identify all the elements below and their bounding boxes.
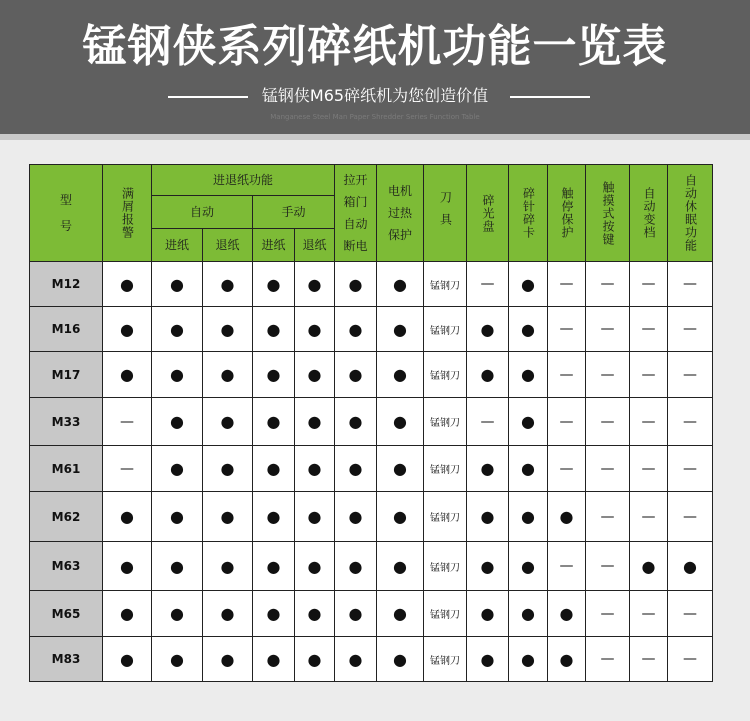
feature-cell: ● [103, 262, 152, 307]
feature-cell: ● [103, 637, 152, 682]
fine-print: Manganese Steel Man Paper Shredder Series Function Table [270, 113, 480, 121]
table-body [30, 262, 713, 682]
feature-cell: ● [253, 542, 295, 591]
feature-cell: — [586, 637, 630, 682]
feature-cell: — [548, 262, 586, 307]
header-motor-line-3: 保护 [387, 228, 412, 242]
header-model [30, 165, 103, 262]
feature-cell: ● [377, 542, 424, 591]
feature-cell: ● [335, 637, 377, 682]
feature-cell: ● [377, 352, 424, 398]
feature-cell: ● [203, 637, 253, 682]
feature-cell: — [548, 446, 586, 492]
feature-cell: — [467, 262, 509, 307]
feature-cell: ● [295, 542, 335, 591]
feature-cell: ● [335, 542, 377, 591]
header-cd: 碎光盘 [467, 165, 509, 262]
feature-cell: ● [509, 492, 548, 542]
table-row [30, 542, 713, 591]
feature-cell: ● [103, 492, 152, 542]
table-row [30, 591, 713, 637]
header-shadow-bar [0, 134, 750, 140]
blade-cell: 锰钢刀 [424, 262, 467, 307]
header-door-stop [335, 165, 377, 262]
function-table [29, 164, 713, 682]
header-manual-feed-out: 退纸 [295, 229, 335, 262]
feature-cell: ● [335, 591, 377, 637]
feature-cell: ● [509, 446, 548, 492]
blade-cell: 锰钢刀 [424, 446, 467, 492]
feature-cell: ● [152, 637, 203, 682]
feature-cell: ● [509, 262, 548, 307]
blade-cell: 锰钢刀 [424, 637, 467, 682]
feature-cell: — [630, 446, 668, 492]
feature-cell: — [586, 398, 630, 446]
feature-cell: ● [295, 492, 335, 542]
banner [0, 0, 750, 134]
feature-cell: ● [335, 492, 377, 542]
feature-cell: — [103, 446, 152, 492]
feature-cell: — [586, 262, 630, 307]
feature-cell: ● [335, 446, 377, 492]
feature-cell: ● [203, 591, 253, 637]
model-cell: M17 [30, 352, 103, 398]
model-cell: M62 [30, 492, 103, 542]
feature-cell: — [630, 262, 668, 307]
model-cell: M83 [30, 637, 103, 682]
feature-cell: ● [295, 398, 335, 446]
header-model-text: 型号 [59, 193, 72, 233]
feature-cell: ● [335, 398, 377, 446]
table-row [30, 446, 713, 492]
header-touch: 触停保护 [548, 165, 586, 262]
feature-cell: — [586, 446, 630, 492]
feature-cell: ● [152, 446, 203, 492]
header-feed-group: 进退纸功能 [152, 165, 335, 196]
feature-cell: — [630, 398, 668, 446]
feature-cell: — [630, 591, 668, 637]
blade-cell: 锰钢刀 [424, 307, 467, 352]
feature-cell: ● [335, 352, 377, 398]
model-cell: M12 [30, 262, 103, 307]
feature-cell: — [668, 307, 713, 352]
header-door-stop-line-2: 箱门 [343, 195, 368, 209]
header-motor-line-1: 电机 [387, 184, 412, 198]
header-door-stop-line-1: 拉开 [343, 173, 368, 187]
feature-cell: ● [467, 492, 509, 542]
feature-cell: ● [335, 262, 377, 307]
feature-cell: ● [152, 398, 203, 446]
model-cell: M65 [30, 591, 103, 637]
feature-cell: ● [103, 352, 152, 398]
feature-cell: ● [548, 492, 586, 542]
feature-cell: ● [152, 542, 203, 591]
feature-cell: ● [509, 352, 548, 398]
feature-cell: ● [467, 352, 509, 398]
feature-cell: — [630, 352, 668, 398]
feature-cell: ● [467, 637, 509, 682]
feature-cell: ● [253, 398, 295, 446]
model-cell: M63 [30, 542, 103, 591]
feature-cell: ● [295, 637, 335, 682]
subtitle-line-right [510, 96, 590, 98]
feature-cell: — [586, 591, 630, 637]
header-full-stop: 满屑报警 [103, 165, 152, 262]
subtitle-row [0, 84, 750, 110]
model-cell: M33 [30, 398, 103, 446]
feature-cell: ● [152, 352, 203, 398]
feature-cell: ● [103, 591, 152, 637]
blade-cell: 锰钢刀 [424, 352, 467, 398]
feature-cell: ● [377, 307, 424, 352]
feature-cell: ● [203, 446, 253, 492]
feature-cell: — [548, 307, 586, 352]
table-row [30, 492, 713, 542]
feature-cell: — [668, 398, 713, 446]
feature-cell: — [668, 352, 713, 398]
feature-cell: ● [509, 542, 548, 591]
blade-cell: 锰钢刀 [424, 591, 467, 637]
feature-cell: — [548, 542, 586, 591]
feature-cell: ● [377, 262, 424, 307]
feature-cell: — [467, 398, 509, 446]
feature-cell: ● [152, 307, 203, 352]
feature-cell: ● [253, 307, 295, 352]
feature-cell: — [586, 352, 630, 398]
feature-cell: ● [203, 262, 253, 307]
header-touch-button: 触摸式按键 [586, 165, 630, 262]
feature-cell: ● [152, 591, 203, 637]
feature-cell: — [103, 398, 152, 446]
header-blade: 刀具 [424, 165, 467, 262]
feature-cell: ● [203, 542, 253, 591]
blade-cell: 锰钢刀 [424, 492, 467, 542]
header-motor-line-2: 过热 [387, 206, 412, 220]
feature-cell: ● [203, 492, 253, 542]
table-row [30, 398, 713, 446]
table-row [30, 637, 713, 682]
feature-cell: — [548, 398, 586, 446]
feature-cell: ● [630, 542, 668, 591]
feature-cell: ● [295, 307, 335, 352]
feature-cell: — [668, 591, 713, 637]
feature-cell: — [630, 637, 668, 682]
header-motor [377, 165, 424, 262]
table-row [30, 352, 713, 398]
feature-cell: — [586, 542, 630, 591]
feature-cell: ● [253, 492, 295, 542]
feature-cell: ● [467, 591, 509, 637]
table-row [30, 262, 713, 307]
feature-cell: — [586, 492, 630, 542]
feature-cell: ● [253, 591, 295, 637]
feature-cell: — [668, 262, 713, 307]
feature-cell: — [548, 352, 586, 398]
feature-cell: ● [377, 637, 424, 682]
feature-cell: ● [509, 637, 548, 682]
feature-cell: ● [103, 307, 152, 352]
feature-cell: — [668, 637, 713, 682]
header-auto-feed-out: 退纸 [203, 229, 253, 262]
feature-cell: ● [467, 307, 509, 352]
table-row [30, 307, 713, 352]
feature-cell: ● [253, 637, 295, 682]
model-cell: M16 [30, 307, 103, 352]
blade-cell: 锰钢刀 [424, 542, 467, 591]
header-auto-feed-in: 进纸 [152, 229, 203, 262]
feature-cell: — [630, 307, 668, 352]
feature-cell: ● [203, 352, 253, 398]
feature-cell: ● [253, 352, 295, 398]
feature-cell: — [668, 492, 713, 542]
feature-cell: ● [377, 446, 424, 492]
feature-cell: ● [253, 446, 295, 492]
feature-cell: ● [295, 591, 335, 637]
feature-cell: ● [377, 398, 424, 446]
feature-cell: — [668, 446, 713, 492]
feature-cell: ● [377, 591, 424, 637]
feature-cell: ● [295, 262, 335, 307]
feature-cell: ● [548, 591, 586, 637]
feature-cell: ● [152, 262, 203, 307]
model-cell: M61 [30, 446, 103, 492]
page-title: 锰钢侠系列碎纸机功能一览表 [82, 21, 668, 72]
feature-cell: ● [103, 542, 152, 591]
header-staple: 碎针碎卡 [509, 165, 548, 262]
feature-cell: ● [509, 591, 548, 637]
feature-cell: ● [203, 398, 253, 446]
feature-cell: ● [335, 307, 377, 352]
feature-cell: — [630, 492, 668, 542]
header-auto: 自动 [152, 196, 253, 229]
feature-cell: ● [548, 637, 586, 682]
feature-cell: ● [509, 398, 548, 446]
feature-cell: ● [509, 307, 548, 352]
feature-cell: ● [377, 492, 424, 542]
feature-cell: ● [152, 492, 203, 542]
header-door-stop-line-3: 自动 [343, 217, 368, 231]
feature-cell: ● [668, 542, 713, 591]
header-door-stop-line-4: 断电 [343, 239, 368, 253]
feature-cell: ● [467, 542, 509, 591]
feature-cell: ● [295, 446, 335, 492]
blade-cell: 锰钢刀 [424, 398, 467, 446]
subtitle: 锰钢侠M65碎纸机为您创造价值 [261, 86, 489, 105]
feature-cell: ● [203, 307, 253, 352]
header-manual-feed-in: 进纸 [253, 229, 295, 262]
header-manual: 手动 [253, 196, 335, 229]
feature-cell: — [586, 307, 630, 352]
header-auto-sleep: 自动休眠功能 [668, 165, 713, 262]
feature-cell: ● [467, 446, 509, 492]
feature-cell: ● [295, 352, 335, 398]
feature-cell: ● [253, 262, 295, 307]
header-auto-gear: 自动变档 [630, 165, 668, 262]
